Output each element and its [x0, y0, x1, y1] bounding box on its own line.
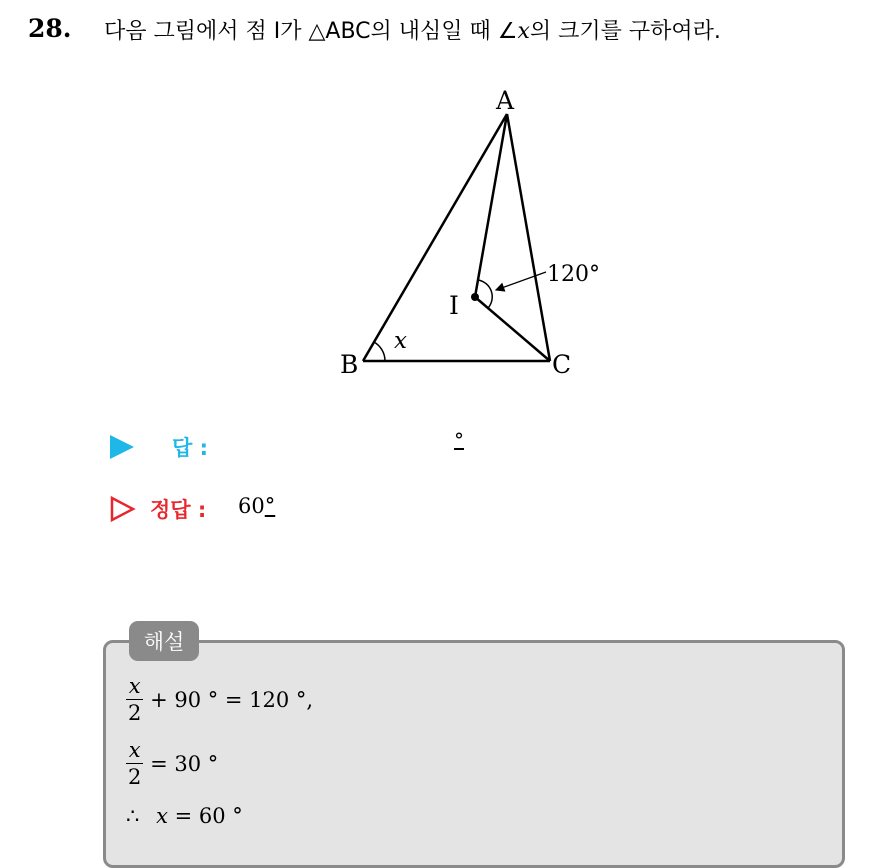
vertex-label-b: B	[340, 350, 359, 379]
correct-answer-value	[238, 494, 275, 518]
side-ac	[507, 114, 550, 361]
solution-line-2	[126, 740, 218, 788]
solution-line-2-equation: = 30 °	[150, 752, 219, 776]
angle-120-label: 120°	[547, 262, 600, 287]
question-text-part1: 다음 그림에서 점 I가 △ABC의 내심일 때 ∠	[104, 19, 518, 44]
triangle-figure	[330, 80, 620, 390]
incenter-point	[471, 293, 479, 301]
answer-blank[interactable]: °	[454, 428, 464, 452]
fraction-denominator: 2	[128, 701, 142, 725]
solution-line-1-fraction	[126, 676, 143, 724]
angle-x-label: x	[394, 328, 407, 354]
segment-ic	[475, 297, 550, 361]
solution-line-1	[126, 676, 313, 724]
play-outline-icon	[110, 496, 136, 522]
question-number: 28.	[28, 14, 72, 43]
vertex-label-c: C	[552, 350, 572, 379]
play-solid-icon	[110, 435, 134, 459]
solution-line-3	[126, 802, 243, 828]
vertex-label-a: A	[496, 86, 515, 115]
angle-x-arc	[374, 342, 385, 361]
incenter-label-i: I	[449, 291, 459, 320]
fraction-denominator: 2	[128, 765, 142, 789]
angle-aic-arc	[478, 280, 492, 308]
solution-line-2-fraction	[126, 740, 143, 788]
solution-line-1-equation: + 90 ° = 120 °,	[150, 688, 314, 712]
answer-label: 답 :	[172, 436, 208, 460]
angle-pointer-arrow	[496, 272, 546, 290]
fraction-numerator: x	[126, 740, 143, 764]
solution-line-3-equation: = 60 °	[174, 803, 243, 828]
question-text-part2: 의 크기를 구하여라.	[529, 19, 721, 44]
solution-line-3-var: x	[156, 803, 168, 828]
fraction-numerator: x	[126, 676, 143, 700]
question-text	[104, 14, 721, 45]
correct-answer-unit: °	[264, 494, 276, 518]
question-text-variable: x	[517, 19, 530, 44]
therefore-symbol: ∴	[126, 803, 140, 828]
correct-answer-number: 60	[238, 494, 265, 518]
solution-tab: 해설	[129, 621, 199, 661]
correct-answer-label: 정답 :	[150, 498, 207, 522]
